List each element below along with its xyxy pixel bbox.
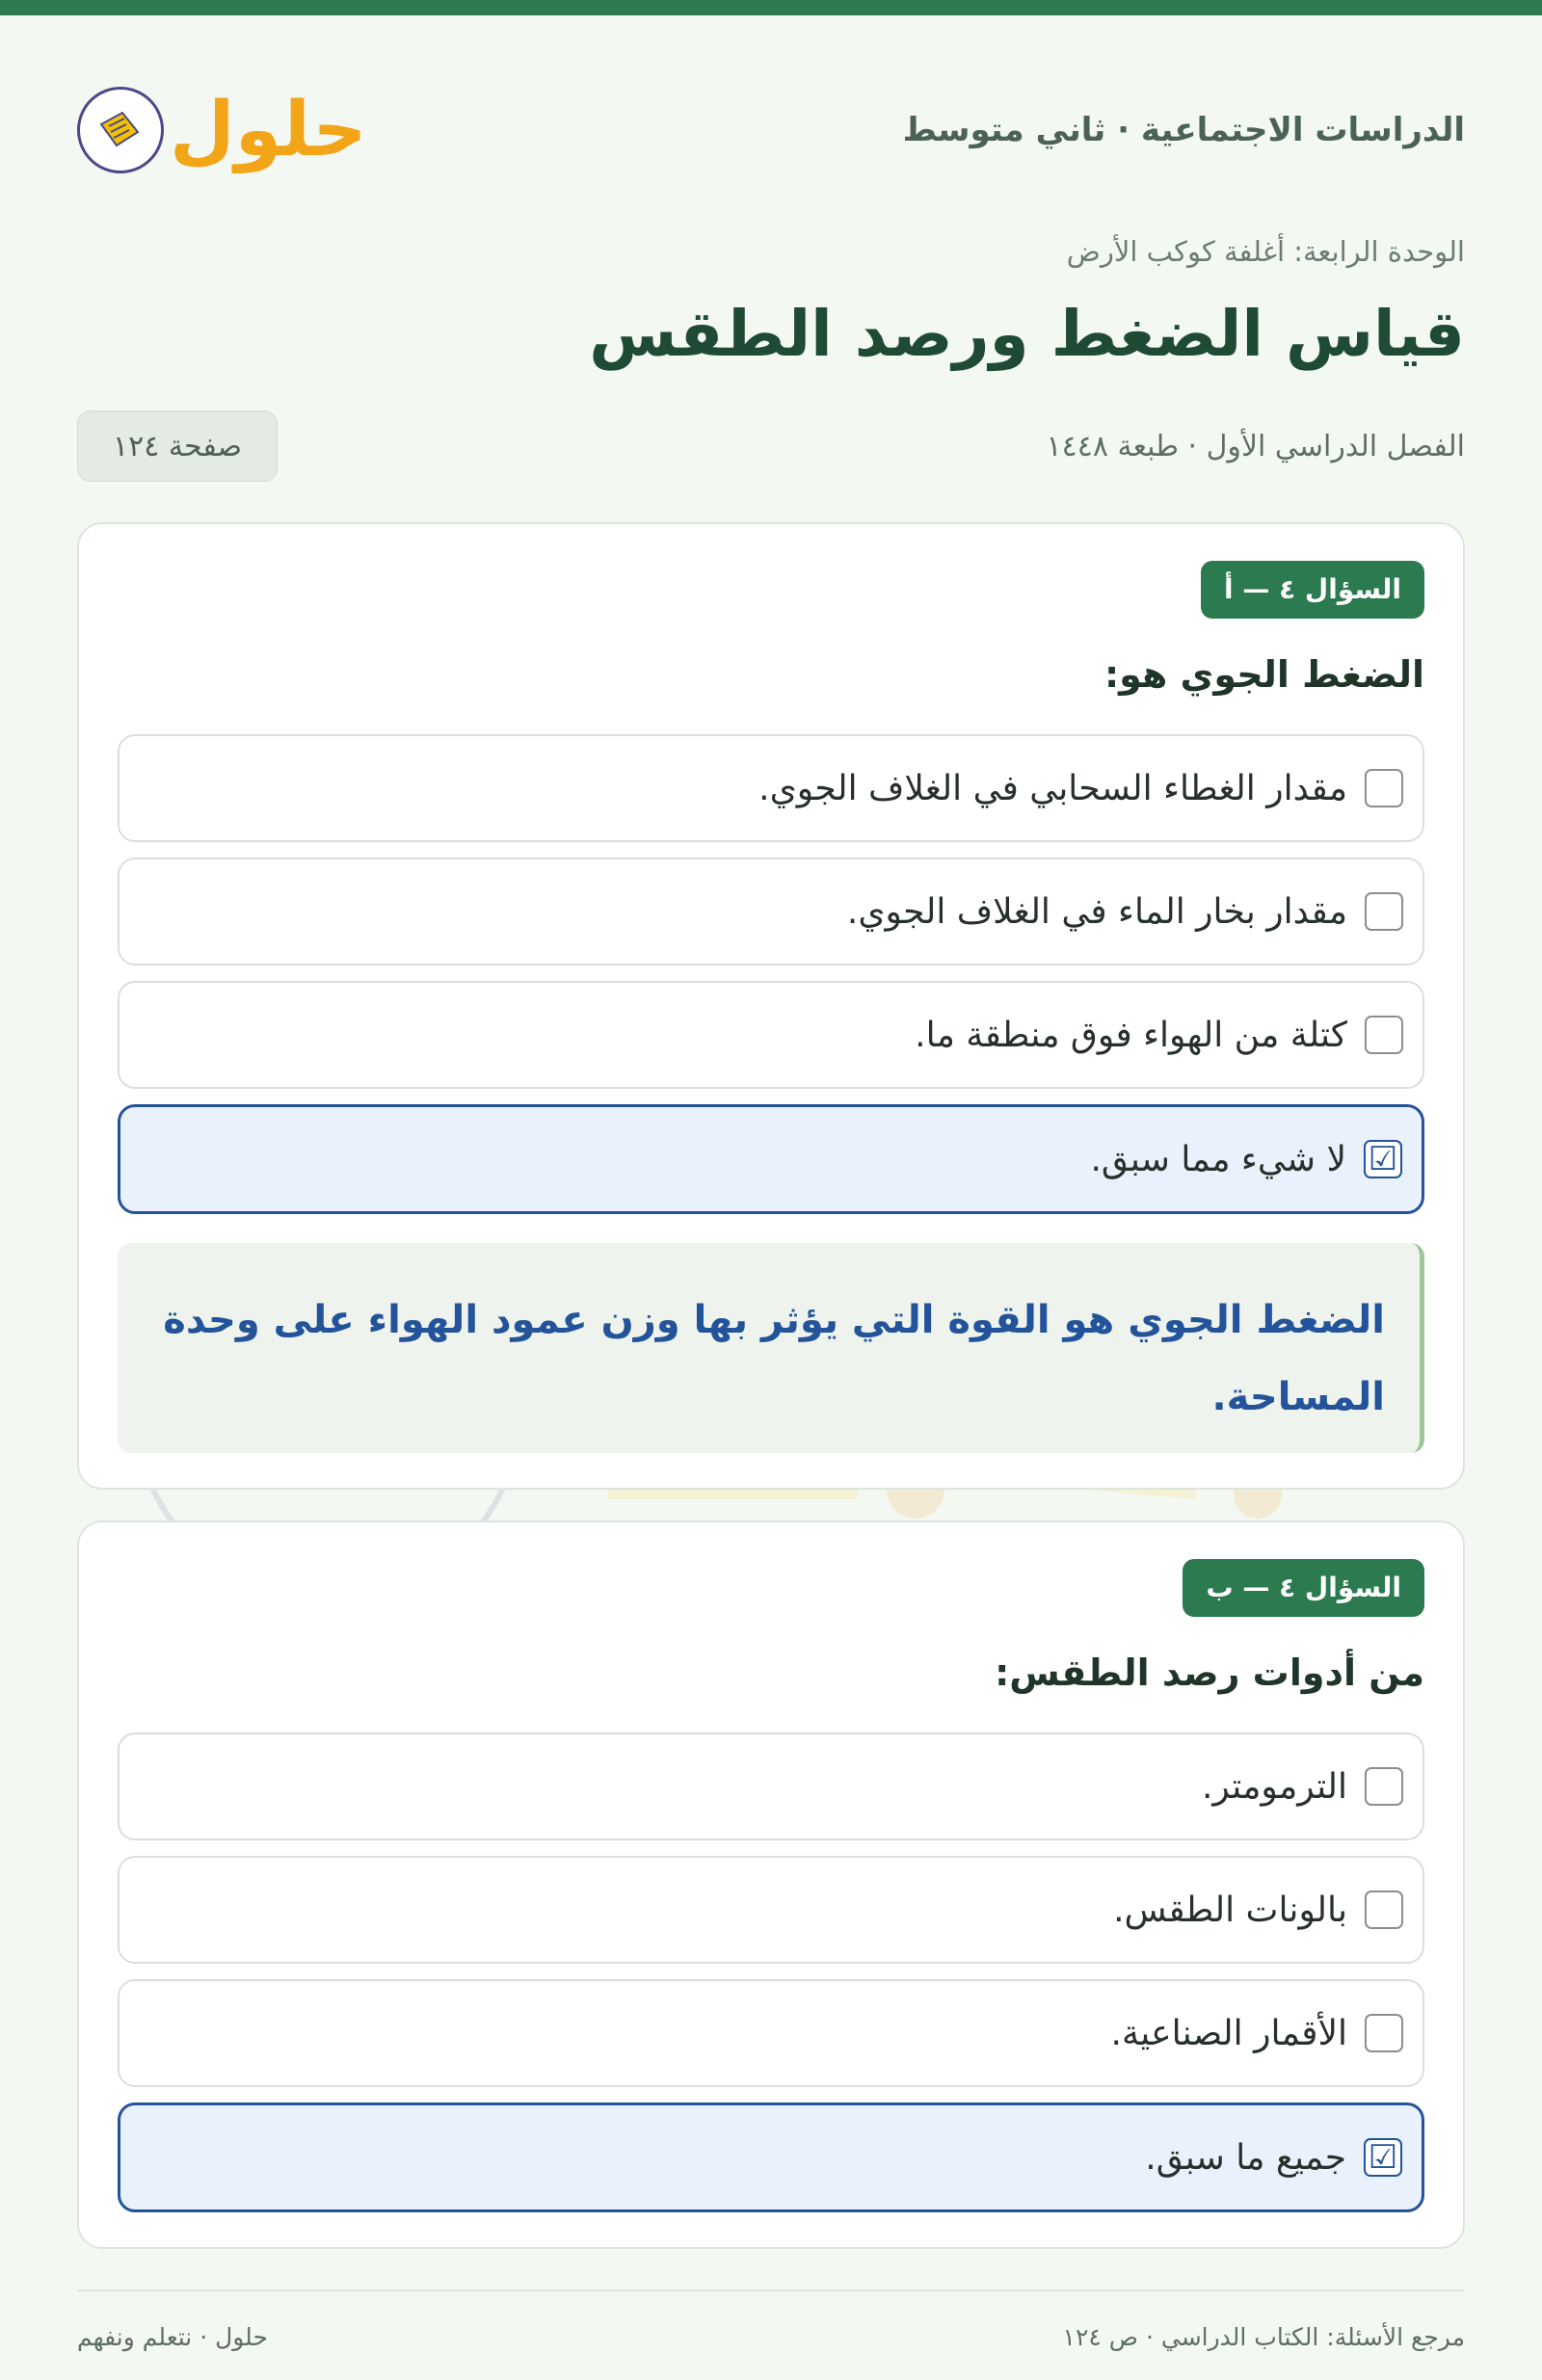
unit-label: الوحدة الرابعة: أغلفة كوكب الأرض xyxy=(1066,235,1465,268)
footer-brand: حلول · نتعلم ونفهم xyxy=(77,2322,268,2351)
footer-divider xyxy=(77,2289,1465,2291)
option-item[interactable] xyxy=(118,734,1424,842)
page-number-badge: صفحة ١٢٤ xyxy=(77,410,278,482)
checkbox-checked[interactable]: ☑ xyxy=(1364,1140,1402,1178)
answer-explanation: الضغط الجوي هو القوة التي يؤثر بها وزن عمود الهواء على وحدة المساحة. xyxy=(118,1243,1424,1453)
option-item-selected[interactable] xyxy=(118,2102,1424,2212)
option-label: مقدار بخار الماء في الغلاف الجوي. xyxy=(846,891,1347,932)
options-list xyxy=(118,734,1424,1230)
option-item[interactable] xyxy=(118,858,1424,965)
option-label: لا شيء مما سبق. xyxy=(1090,1139,1346,1179)
question-text: من أدوات رصد الطقس: xyxy=(995,1652,1424,1694)
checkbox[interactable] xyxy=(1365,769,1403,807)
option-label: جميع ما سبق. xyxy=(1145,2137,1346,2178)
footer-reference: مرجع الأسئلة: الكتاب الدراسي · ص ١٢٤ xyxy=(1062,2322,1465,2351)
book-icon xyxy=(77,87,164,173)
option-item-selected[interactable] xyxy=(118,1104,1424,1214)
question-card xyxy=(77,1521,1465,2249)
logo-text: حلول xyxy=(170,87,367,173)
option-item[interactable] xyxy=(118,981,1424,1089)
question-text: الضغط الجوي هو: xyxy=(1103,653,1424,696)
option-label: الترمومتر. xyxy=(1201,1766,1347,1807)
checkbox[interactable] xyxy=(1365,2014,1403,2052)
options-list xyxy=(118,1732,1424,2228)
checkbox-checked[interactable]: ☑ xyxy=(1364,2138,1402,2177)
question-card xyxy=(77,522,1465,1490)
option-label: مقدار الغطاء السحابي في الغلاف الجوي. xyxy=(758,768,1347,808)
page-title: قياس الضغط ورصد الطقس xyxy=(589,297,1465,371)
checkbox[interactable] xyxy=(1365,1767,1403,1806)
meta-row xyxy=(77,410,1465,482)
option-item[interactable] xyxy=(118,1732,1424,1840)
logo[interactable] xyxy=(77,87,367,173)
option-item[interactable] xyxy=(118,1856,1424,1964)
option-label: كتلة من الهواء فوق منطقة ما. xyxy=(915,1015,1347,1055)
option-label: بالونات الطقس. xyxy=(1113,1890,1347,1930)
semester-info: الفصل الدراسي الأول · طبعة ١٤٤٨ xyxy=(1046,429,1465,463)
option-label: الأقمار الصناعية. xyxy=(1110,2013,1347,2053)
question-badge: السؤال ٤ — أ xyxy=(1201,561,1424,619)
question-badge: السؤال ٤ — ب xyxy=(1183,1559,1424,1617)
subject-title: الدراسات الاجتماعية · ثاني متوسط xyxy=(902,111,1465,149)
footer xyxy=(77,2313,1465,2361)
checkbox[interactable] xyxy=(1365,1891,1403,1929)
checkbox[interactable] xyxy=(1365,1016,1403,1054)
option-item[interactable] xyxy=(118,1979,1424,2087)
header xyxy=(77,67,1465,193)
checkbox[interactable] xyxy=(1365,892,1403,931)
